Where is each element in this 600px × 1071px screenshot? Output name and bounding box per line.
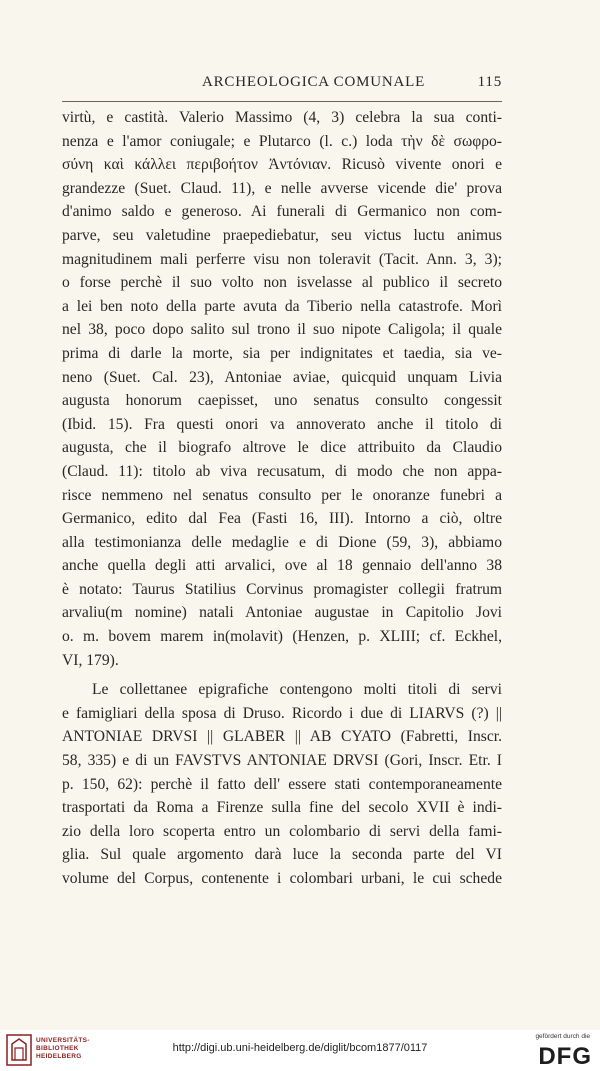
text-line: risce nemmeno nel senatus consulto per le onoranze funebri a <box>62 486 502 504</box>
text-line: nel 38, poco dopo salito sul trono il suo nipote Caligola; il quale <box>62 321 502 339</box>
text-line: glia. Sul quale argomento darà luce la seconda parte del VI <box>62 846 502 864</box>
running-header <box>62 74 502 96</box>
library-name: UNIVERSITÄTS- BIBLIOTHEK HEIDELBERG <box>36 1037 90 1060</box>
text-line: volume del Corpus, contenente i colombari urbani, le cui schede <box>62 870 502 887</box>
permalink-url[interactable]: http://digi.ub.uni-heidelberg.de/diglit/bcom1877/0117 <box>172 1042 428 1054</box>
text-line: ANTONIAE DRVSI || GLABER || AB CYATO (Fabretti, Inscr. <box>62 728 502 746</box>
text-line: zio della loro scoperta entro un colombario di servi della fami- <box>62 822 502 840</box>
text-line: e famigliari della sposa di Druso. Ricordo i due di LIARVS (?) || <box>62 704 502 722</box>
text-line: (Ibid. 15). Fra questi onori va annoverato anche il titolo di <box>62 415 502 433</box>
text-line: o. m. bovem marem in(molavit) (Henzen, p. XLIII; cf. Eckhel, <box>62 628 502 646</box>
dfg-logo: DFG <box>538 1043 592 1070</box>
text-line: arvaliu(m nomine) natali Antoniae augustae in Capitolio Jovi <box>62 604 502 622</box>
text-line: nenza e l'amor coniugale; e Plutarco (l. c.) loda τὴν δὲ σωφρο- <box>62 132 502 150</box>
text-line: p. 150, 62): perchè il fatto dell' essere stati contemporaneamente <box>62 775 502 793</box>
text-line: o forse perchè il suo volto non isvelasse al publico il secreto <box>62 274 502 292</box>
text-line: grandezze (Suet. Claud. 11), e nelle avverse vicende die' prova <box>62 179 502 197</box>
body-text <box>62 106 502 891</box>
paragraph-start-line: Le collettanee epigrafiche contengono molti titoli di servi <box>92 681 502 699</box>
text-line: anche quella degli atti arvalici, ove al 18 gennaio dell'anno 38 <box>62 557 502 575</box>
text-line: virtù, e castità. Valerio Massimo (4, 3) celebra la sua conti- <box>62 109 502 126</box>
text-line: neno (Suet. Cal. 23), Antoniae aviae, quicquid unquam Livia <box>62 368 502 386</box>
text-line: σύνη καὶ κάλλει περιβοήτον Ἀντόνιαν. Ricusò vivente onori e <box>62 156 502 174</box>
text-line: augusta, che il biografo altrove le dice attribuito da Claudio <box>62 439 502 457</box>
text-line: 58, 335) e di un FAVSTVS ANTONIAE DRVSI (Gori, Inscr. Etr. I <box>62 752 502 770</box>
text-line: parve, seu valetudine praepediebatur, seu victus luctu animus <box>62 226 502 244</box>
text-line: alla testimonianza delle medaglie e di Dione (59, 3), abbiamo <box>62 533 502 551</box>
text-line: prima di darle la morte, sia per indignitates et taedia, sia ve- <box>62 344 502 362</box>
text-line: Germanico, edito dal Fea (Fasti 16, III). Intorno a ciò, oltre <box>62 510 502 528</box>
funded-by-label: gefördert durch die <box>535 1033 590 1040</box>
text-line: trasportati da Roma a Firenze sulla fine del secolo XVII è indi- <box>62 799 502 817</box>
text-line: a lei ben noto della parte avuta da Tiberio nella catastrofe. Morì <box>62 297 502 315</box>
text-line: magnitudinem mali perferre visu non toleravit (Tacit. Ann. 3, 3); <box>62 250 502 268</box>
text-line: d'animo saldo e generoso. Ai funerali di Germanico non com- <box>62 203 502 221</box>
header-rule <box>62 101 502 102</box>
text-line: è notato: Taurus Statilius Corvinus promagister collegii fratrum <box>62 580 502 598</box>
text-line: (Claud. 11): titolo ab viva recusatum, di modo che non appa- <box>62 462 502 480</box>
text-line: augusta honorum caepisset, uno senatus consulto congessit <box>62 392 502 410</box>
digitization-footer <box>0 1030 600 1071</box>
page-number: 115 <box>477 74 502 90</box>
text-line: VI, 179). <box>62 651 119 669</box>
running-title: ARCHEOLOGICA COMUNALE <box>202 74 426 90</box>
